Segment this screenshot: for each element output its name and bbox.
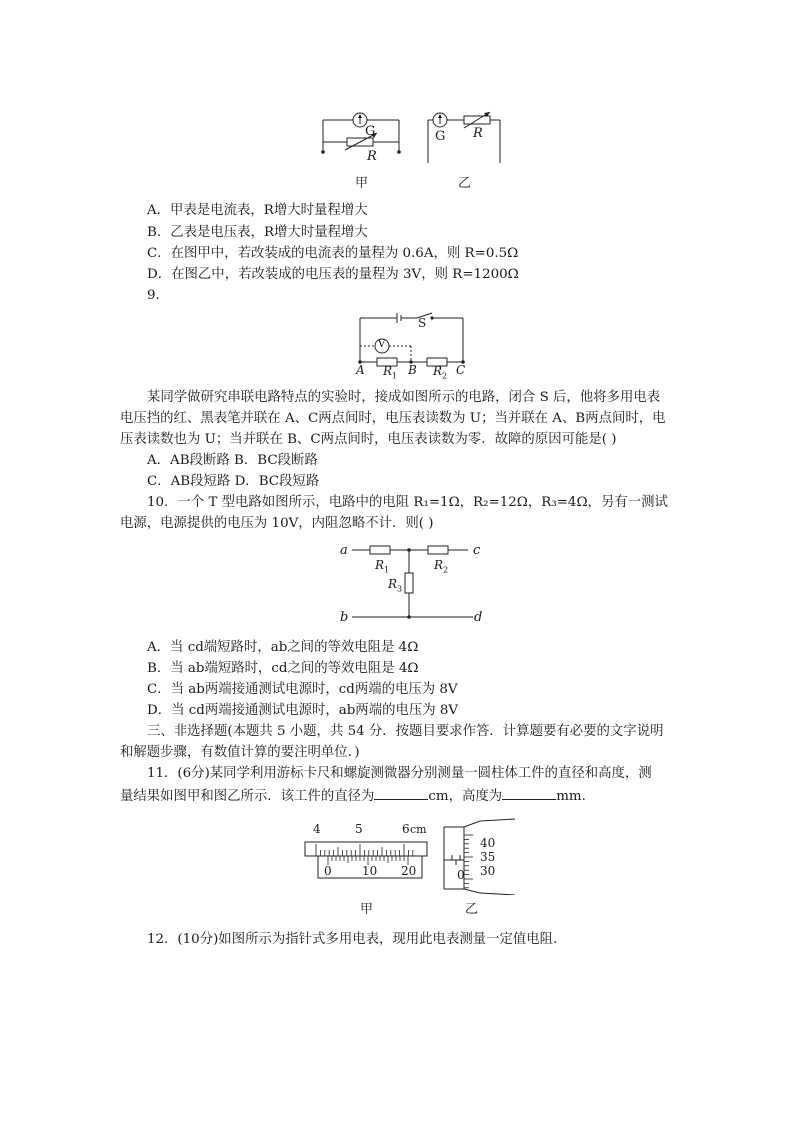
q8-right-g-label: G: [435, 129, 446, 144]
q10-r2-label: [434, 558, 448, 574]
q11-stem-line-2: [120, 786, 586, 806]
q9-stem-line-3: 压表读数也为 U；当并联在 B、C两点间时，电压表读数为零．故障的原因可能是( ): [120, 432, 617, 447]
q10-r3-subscript: 3: [397, 584, 403, 594]
q9-r2-symbol: R: [433, 364, 443, 378]
vernier-label-0: 0: [324, 864, 332, 878]
q10-r3-symbol: R: [388, 577, 398, 591]
q9-voltmeter-label: V: [378, 339, 386, 350]
q11-text-b: cm，高度为: [428, 789, 503, 804]
q8-option-c: C．在图甲中，若改装成的电流表的量程为 0.6A，则 R=0.5Ω: [147, 246, 519, 261]
micrometer-label-30: 30: [480, 864, 496, 878]
q8-right-r-label: R: [473, 126, 483, 141]
q8-figure-right: [420, 108, 510, 168]
q9-point-b: B: [408, 363, 417, 377]
q11-text-c: mm.: [556, 789, 586, 804]
q9-r1-label: [383, 364, 397, 380]
q10-terminal-a: a: [340, 543, 348, 558]
q11-stem-line-1: 11．(6分)某同学利用游标卡尺和螺旋测微器分别测量一圆柱体工件的直径和高度，测: [147, 766, 652, 781]
diameter-answer-blank[interactable]: [374, 786, 428, 800]
q8-left-g-label: G: [365, 124, 376, 139]
q10-terminal-c: c: [473, 543, 481, 558]
micrometer-label-35: 35: [480, 850, 496, 864]
vernier-label-20: 20: [401, 864, 417, 878]
q10-figure: [340, 540, 490, 625]
q10-option-d: D．当 cd两端接通测试电源时，ab两端的电压为 8V: [147, 703, 459, 718]
q10-terminal-b: b: [340, 610, 349, 625]
q12-stem: 12．(10分)如图所示为指针式多用电表，现用此电表测量一定值电阻．: [147, 932, 567, 947]
section3-heading-line-1: 三、非选择题(本题共 5 小题，共 54 分．按题目要求作答．计算题要有必要的文字说明: [147, 724, 664, 739]
q9-r2-label: [433, 364, 447, 380]
q8-right-caption: 乙: [458, 176, 472, 191]
q8-left-r-label: R: [367, 149, 377, 164]
q8-option-d: D．在图乙中，若改装成的电压表的量程为 3V，则 R=1200Ω: [147, 267, 519, 282]
vernier-label-10: 10: [362, 864, 378, 878]
q11-caption-left: 甲: [360, 902, 374, 917]
q10-stem-line-2: 电源，电源提供的电压为 10V，内阻忽略不计．则( ): [120, 516, 434, 531]
q9-stem-line-1: 某同学做研究串联电路特点的实验时，接成如图所示的电路，闭合 S 后，他将多用电表: [147, 390, 661, 405]
q10-stem-line-1: 10．一个 T 型电路如图所示，电路中的电阻 R₁=1Ω，R₂=12Ω，R₃=4Ω，另有一测试: [147, 495, 668, 510]
q9-stem-line-2: 电压挡的红、黑表笔并联在 A、C两点间时，电压表读数为 U；当并联在 A、B两点间时，电: [120, 411, 666, 426]
q10-r1-symbol: R: [375, 558, 385, 572]
q9-option-ab: A．AB段断路 B．BC段断路: [147, 453, 318, 468]
q8-option-a: A．甲表是电流表，R增大时量程增大: [147, 203, 368, 218]
q11-text-a: 量结果如图甲和图乙所示．该工件的直径为: [120, 789, 375, 804]
q10-r2-subscript: 2: [443, 565, 449, 575]
q9-switch-label: S: [418, 316, 427, 330]
main-scale-unit: cm: [410, 823, 427, 836]
main-scale-label-6: 6: [402, 822, 410, 836]
height-answer-blank[interactable]: [502, 786, 556, 800]
micrometer-zero-label: 0: [457, 868, 465, 882]
q8-left-caption: 甲: [355, 176, 369, 191]
t-circuit-diagram: [340, 540, 490, 625]
galvanometer-series-circuit: [420, 108, 510, 168]
q11-caption-right: 乙: [465, 902, 479, 917]
q8-option-b: B．乙表是电压表，R增大时量程增大: [147, 225, 368, 240]
q9-point-c: C: [456, 363, 466, 377]
q10-option-b: B．当 ab端短路时，cd之间的等效电阻是 4Ω: [147, 661, 419, 676]
q10-option-c: C．当 ab两端接通测试电源时，cd两端的电压为 8V: [147, 682, 458, 697]
q10-r1-subscript: 1: [384, 565, 390, 575]
main-scale-label-5: 5: [355, 822, 363, 836]
q9-option-cd: C．AB段短路 D．BC段短路: [147, 474, 320, 489]
micrometer-label-40: 40: [480, 836, 496, 850]
q10-option-a: A．当 cd端短路时，ab之间的等效电阻是 4Ω: [147, 640, 419, 655]
q9-r2-subscript: 2: [442, 371, 448, 381]
q10-r3-label: [388, 577, 402, 593]
main-scale-label-4: 4: [313, 822, 321, 836]
q9-number: 9.: [147, 288, 160, 303]
q10-r2-symbol: R: [434, 558, 444, 572]
q9-r1-subscript: 1: [392, 371, 398, 381]
q10-r1-label: [375, 558, 389, 574]
q10-terminal-d: d: [474, 610, 483, 625]
q9-r1-symbol: R: [383, 364, 393, 378]
q9-point-a: A: [356, 363, 365, 377]
section3-heading-line-2: 和解题步骤，有数值计算的要注明单位．): [120, 745, 360, 760]
